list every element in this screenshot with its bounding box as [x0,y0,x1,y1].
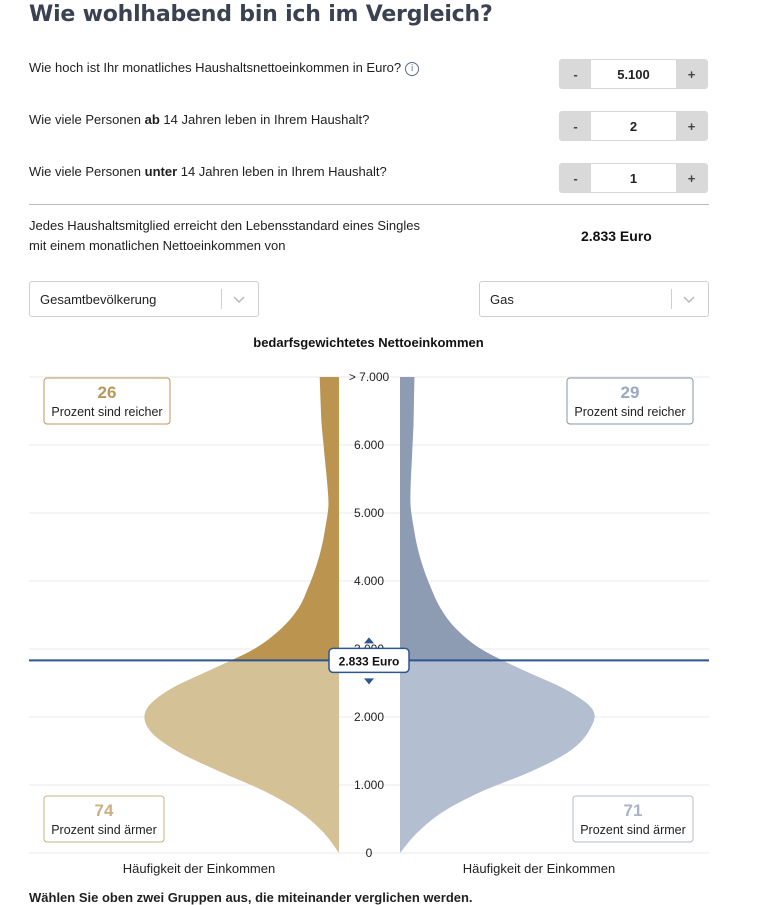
pct-box-right-above-label: Prozent sind reicher [574,405,686,419]
y-tick-label: 4.000 [353,574,385,588]
marker-up-icon [364,637,374,643]
children-input[interactable] [591,164,676,192]
x-label-left: Häufigkeit der Einkommen [122,861,276,876]
y-tick-label: 1.000 [353,778,385,792]
result-line-1: Jedes Haushaltsmitglied erreicht den Lebensstandard eines Singles [29,218,420,233]
income-minus-button[interactable]: - [560,60,591,88]
pct-box-right-below-label: Prozent sind ärmer [580,823,686,837]
pct-box-right-above [567,378,693,424]
y-tick-label: > 7.000 [348,370,390,384]
violin-chart [0,360,776,890]
info-icon[interactable]: i [405,62,419,76]
group-select-right-value: Gas [490,292,514,307]
question-children-pre: Wie viele Personen [29,164,145,179]
pct-box-right-below-value: 71 [623,801,643,820]
group-select-left[interactable] [29,281,259,317]
y-tick-label: 2.000 [353,710,385,724]
y-tick-label: 6.000 [353,438,385,452]
income-stepper [559,59,708,89]
y-tick-label: 5.000 [353,506,385,520]
chevron-down-icon [232,292,246,306]
children-minus-button[interactable]: - [560,164,591,192]
pct-box-left-below [44,796,164,842]
income-plus-button[interactable]: + [676,60,707,88]
result-description [29,216,420,256]
chevron-down-icon [682,292,696,306]
select-separator [671,289,672,309]
marker-down-icon [364,678,374,684]
question-children [29,164,387,179]
question-adults-post: 14 Jahren leben in Ihrem Haushalt? [159,112,370,127]
pct-box-left-below-value: 74 [94,801,114,820]
question-children-bold: unter [144,164,178,179]
select-separator [221,289,222,309]
pct-box-left-above-label: Prozent sind reicher [51,405,163,419]
x-label-right: Häufigkeit der Einkommen [462,861,616,876]
marker-label: 2.833 Euro [338,654,400,669]
income-input[interactable] [591,60,676,88]
question-adults-pre: Wie viele Personen [29,112,145,127]
children-plus-button[interactable]: + [676,164,707,192]
y-tick-label: 0 [365,846,373,860]
question-income [29,60,419,76]
pct-box-left-below-label: Prozent sind ärmer [51,823,157,837]
adults-plus-button[interactable]: + [676,112,707,140]
question-adults-bold: ab [144,112,160,127]
group-select-left-value: Gesamtbevölkerung [40,292,157,307]
question-children-post: 14 Jahren leben in Ihrem Haushalt? [177,164,387,179]
pct-box-left-above-value: 26 [97,383,117,402]
children-stepper [559,163,708,193]
page-title: Wie wohlhabend bin ich im Vergleich? [29,2,493,27]
pct-box-right-below [573,796,693,842]
result-line-2: mit einem monatlichen Nettoeinkommen von [29,238,286,253]
adults-stepper [559,111,708,141]
pct-box-left-above [44,378,170,424]
adults-minus-button[interactable]: - [560,112,591,140]
divider [29,204,709,205]
question-income-label: Wie hoch ist Ihr monatliches Haushaltsnettoeinkommen in Euro? [29,60,402,75]
question-adults [29,112,369,127]
pct-box-right-above-value: 29 [620,383,640,402]
adults-input[interactable] [591,112,676,140]
chart-title: bedarfsgewichtetes Nettoeinkommen [253,335,484,350]
group-select-right[interactable] [479,281,709,317]
result-value: 2.833 Euro [581,228,652,244]
bottom-note: Wählen Sie oben zwei Gruppen aus, die miteinander verglichen werden. [29,890,473,905]
